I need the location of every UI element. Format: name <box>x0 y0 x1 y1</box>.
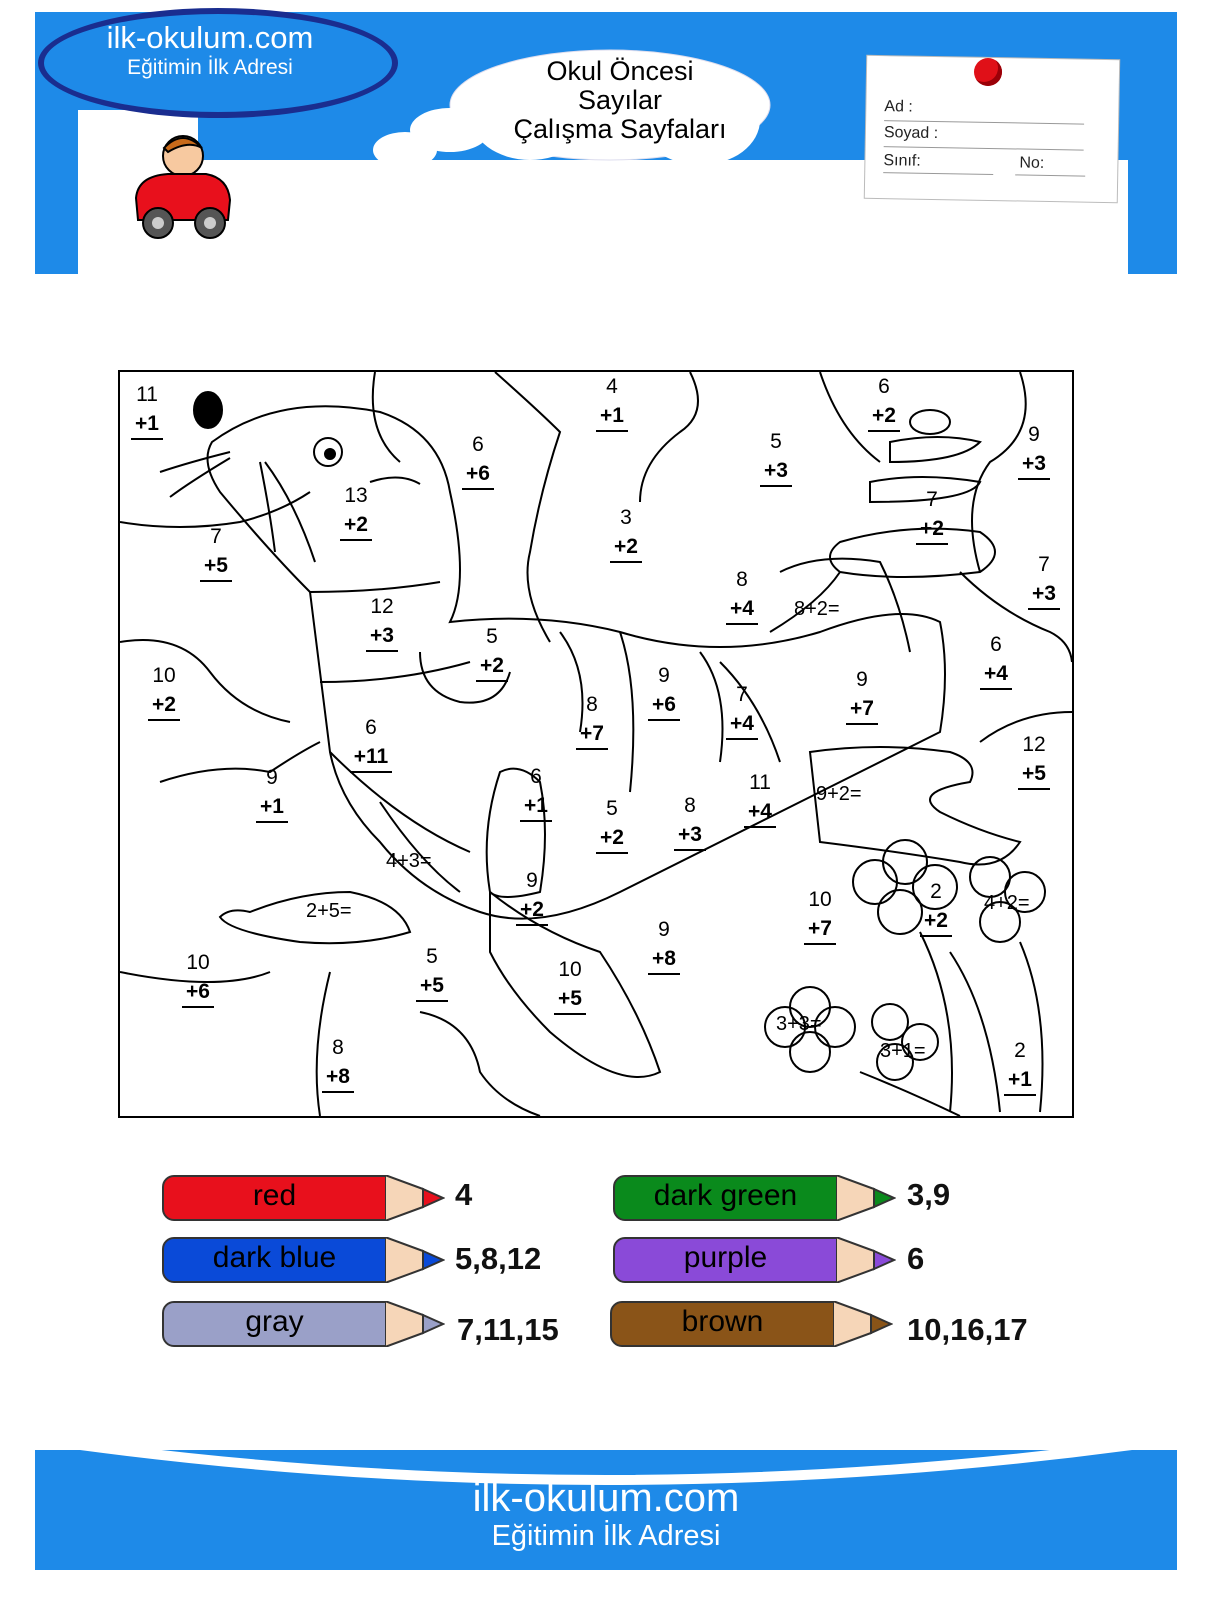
problem-cell[interactable] <box>252 763 292 823</box>
problem-addend-underlined: +7 <box>804 914 836 945</box>
problem-addend-underlined: +4 <box>744 797 776 828</box>
number-label: No: <box>1019 154 1045 172</box>
problem-addend-underlined: +2 <box>920 906 952 937</box>
worksheet-title-line: Çalışma Sayfaları <box>513 114 727 144</box>
problem-addend: 4 <box>606 375 618 398</box>
worksheet-title-line: Sayılar <box>577 85 663 115</box>
problem-addend-underlined: +3 <box>1028 579 1060 610</box>
problem-cell[interactable] <box>1000 1036 1040 1096</box>
problem-cell[interactable] <box>178 948 218 1008</box>
problem-cell[interactable] <box>472 622 512 682</box>
problem-cell[interactable] <box>512 866 552 926</box>
worksheet-title <box>470 57 770 144</box>
equation-label[interactable]: 9+2= <box>816 783 862 805</box>
problem-addend-underlined: +4 <box>980 659 1012 690</box>
number-line[interactable] <box>1015 174 1085 176</box>
problem-addend: 6 <box>530 765 542 788</box>
color-name-label: brown <box>681 1305 764 1338</box>
problem-addend: 5 <box>486 625 498 648</box>
pushpin-icon <box>974 58 1002 86</box>
problem-addend: 9 <box>266 766 278 789</box>
problem-cell[interactable] <box>864 372 904 432</box>
problem-addend: 7 <box>926 488 938 511</box>
problem-cell[interactable] <box>756 427 796 487</box>
problem-addend: 3 <box>620 506 632 529</box>
surname-line[interactable] <box>884 146 1084 150</box>
problem-addend-underlined: +1 <box>1004 1065 1036 1096</box>
problem-addend-underlined: +7 <box>576 719 608 750</box>
pencil-tip-icon <box>836 1237 896 1283</box>
problem-cell[interactable] <box>127 380 167 440</box>
problem-cell[interactable] <box>412 942 452 1002</box>
problem-addend: 7 <box>1038 553 1050 576</box>
problem-cell[interactable] <box>912 485 952 545</box>
pencil-tip-icon <box>385 1175 445 1221</box>
problem-addend-underlined: +3 <box>1018 449 1050 480</box>
pencil-tip-icon <box>833 1301 893 1347</box>
equation-label[interactable]: 4+2= <box>984 892 1030 914</box>
problem-addend: 6 <box>365 716 377 739</box>
site-name: ilk-okulum.com <box>106 20 314 55</box>
problem-addend: 6 <box>878 375 890 398</box>
problem-addend: 7 <box>210 525 222 548</box>
problem-addend: 9 <box>658 918 670 941</box>
problem-addend-underlined: +1 <box>131 409 163 440</box>
problem-cell[interactable] <box>1014 420 1054 480</box>
problem-addend: 2 <box>930 880 942 903</box>
color-name-label: gray <box>245 1305 304 1338</box>
problem-addend: 9 <box>1028 423 1040 446</box>
problem-addend-underlined: +2 <box>610 532 642 563</box>
worksheet-title-line: Okul Öncesi <box>546 56 694 86</box>
problem-addend: 5 <box>606 797 618 820</box>
problem-addend-underlined: +6 <box>648 690 680 721</box>
equation-label[interactable]: 4+3= <box>386 850 432 872</box>
equation-label[interactable]: 2+5= <box>306 900 352 922</box>
problem-addend: 8 <box>332 1036 344 1059</box>
class-label: Sınıf: <box>883 152 921 170</box>
problem-cell[interactable] <box>592 372 632 432</box>
problem-cell[interactable] <box>722 680 762 740</box>
problem-addend: 8 <box>736 568 748 591</box>
problem-cell[interactable] <box>144 661 184 721</box>
footer-site-name[interactable]: ilk-okulum.com <box>472 1476 740 1520</box>
problem-cell[interactable] <box>346 713 396 773</box>
footer-site-tagline: Eğitimin İlk Adresi <box>491 1520 721 1552</box>
problem-addend: 6 <box>472 433 484 456</box>
problem-addend-underlined: +6 <box>182 977 214 1008</box>
problem-addend: 11 <box>749 771 771 794</box>
color-name-label: dark green <box>653 1179 798 1212</box>
problem-cell[interactable] <box>550 955 590 1015</box>
problem-addend-underlined: +1 <box>256 792 288 823</box>
problem-addend: 9 <box>856 668 868 691</box>
color-numbers: 5,8,12 <box>455 1241 542 1276</box>
problem-addend: 10 <box>558 958 582 981</box>
problem-cell[interactable] <box>336 481 376 541</box>
color-numbers: 7,11,15 <box>457 1312 559 1347</box>
problem-addend-underlined: +6 <box>462 459 494 490</box>
problem-cell[interactable] <box>606 503 646 563</box>
problem-addend-underlined: +2 <box>868 401 900 432</box>
problem-addend: 5 <box>770 430 782 453</box>
problem-addend: 13 <box>344 484 368 507</box>
color-name-label: red <box>252 1179 297 1212</box>
problem-cell[interactable] <box>740 768 780 828</box>
problem-addend-underlined: +5 <box>416 971 448 1002</box>
problem-addend: 9 <box>526 869 538 892</box>
pencil-tip-icon <box>385 1237 445 1283</box>
problem-cell[interactable] <box>644 661 684 721</box>
problem-addend-underlined: +7 <box>846 694 878 725</box>
problem-addend-underlined: +2 <box>516 895 548 926</box>
name-label: Ad : <box>884 98 913 116</box>
pencil-tip-icon <box>836 1175 896 1221</box>
problem-addend-underlined: +4 <box>726 709 758 740</box>
problem-addend-underlined: +3 <box>674 820 706 851</box>
problem-addend: 10 <box>152 664 176 687</box>
problem-addend: 8 <box>684 794 696 817</box>
problem-addend: 12 <box>370 595 394 618</box>
problem-cell[interactable] <box>670 791 710 851</box>
problem-addend: 9 <box>658 664 670 687</box>
problem-cell[interactable] <box>644 915 684 975</box>
problem-cell[interactable] <box>592 794 632 854</box>
surname-label: Soyad : <box>883 124 939 143</box>
problem-cell[interactable] <box>318 1033 358 1093</box>
color-numbers: 3,9 <box>907 1177 951 1212</box>
problem-cell[interactable] <box>362 592 402 652</box>
problem-addend: 2 <box>1014 1039 1026 1062</box>
problem-addend-underlined: +1 <box>596 401 628 432</box>
problem-addend-underlined: +3 <box>366 621 398 652</box>
car-mascot-icon <box>128 128 238 248</box>
problem-cell[interactable] <box>516 762 556 822</box>
color-numbers: 6 <box>907 1241 925 1276</box>
pencil-tip-icon <box>385 1301 445 1347</box>
problem-addend-underlined: +5 <box>554 984 586 1015</box>
problem-addend: 10 <box>808 888 832 911</box>
problem-cell[interactable] <box>572 690 612 750</box>
problem-addend-underlined: +5 <box>1018 759 1050 790</box>
problem-cell[interactable] <box>196 522 236 582</box>
problem-cell[interactable] <box>976 630 1016 690</box>
site-tagline: Eğitimin İlk Adresi <box>127 56 293 79</box>
problem-addend: 8 <box>586 693 598 716</box>
problem-addend: 5 <box>426 945 438 968</box>
problem-addend-underlined: +2 <box>476 651 508 682</box>
class-line[interactable] <box>883 172 993 175</box>
problem-cell[interactable] <box>722 565 762 625</box>
problem-addend: 11 <box>136 383 158 406</box>
problem-addend-underlined: +8 <box>648 944 680 975</box>
problem-addend-underlined: +8 <box>322 1062 354 1093</box>
problem-addend-underlined: +11 <box>350 742 392 773</box>
problem-addend: 6 <box>990 633 1002 656</box>
problem-cell[interactable] <box>916 877 956 937</box>
problem-addend-underlined: +2 <box>340 510 372 541</box>
color-numbers: 4 <box>455 1177 473 1212</box>
problem-cell[interactable] <box>1024 550 1064 610</box>
problem-addend: 12 <box>1022 733 1046 756</box>
problem-cell[interactable] <box>800 885 840 945</box>
equation-label[interactable]: 3+3= <box>776 1013 822 1035</box>
problem-cell[interactable] <box>1012 730 1056 790</box>
problem-addend-underlined: +5 <box>200 551 232 582</box>
problem-addend-underlined: +3 <box>760 456 792 487</box>
problem-cell[interactable] <box>842 665 882 725</box>
equation-label[interactable]: 3+1= <box>880 1040 926 1062</box>
problem-addend: 7 <box>736 683 748 706</box>
equation-label[interactable]: 8+2= <box>794 598 840 620</box>
problem-addend: 10 <box>186 951 210 974</box>
color-numbers: 10,16,17 <box>907 1312 1028 1347</box>
problem-addend-underlined: +2 <box>596 823 628 854</box>
problem-cell[interactable] <box>458 430 498 490</box>
color-name-label: dark blue <box>212 1241 337 1274</box>
problem-addend-underlined: +4 <box>726 594 758 625</box>
problem-addend-underlined: +2 <box>916 514 948 545</box>
problem-addend-underlined: +2 <box>148 690 180 721</box>
problem-addend-underlined: +1 <box>520 791 552 822</box>
color-name-label: purple <box>683 1241 768 1274</box>
